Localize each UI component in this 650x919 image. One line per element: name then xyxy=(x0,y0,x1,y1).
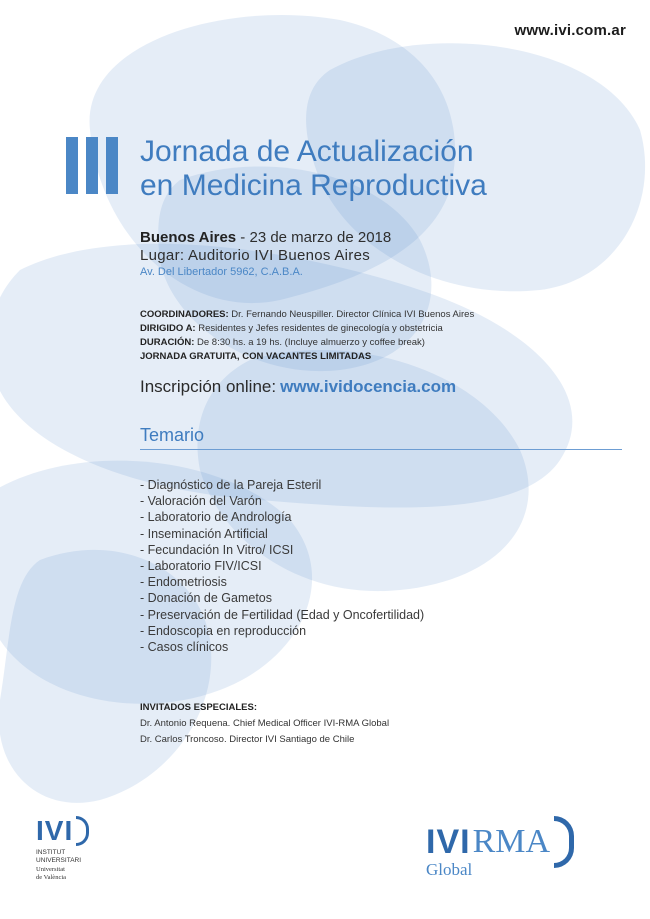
detail-label: JORNADA GRATUITA, CON VACANTES LIMITADAS xyxy=(140,351,372,362)
website-url[interactable]: www.ivi.com.ar xyxy=(514,22,626,39)
event-date: - 23 de marzo de 2018 xyxy=(236,229,392,246)
event-date-line xyxy=(140,229,391,246)
detail-duration xyxy=(140,337,425,348)
guest-item: Dr. Antonio Requena. Chief Medical Officer IVI-RMA Global xyxy=(140,718,390,729)
event-title xyxy=(140,135,487,203)
ivi-logo-text: IVI xyxy=(36,815,74,846)
logo-line: UNIVERSITARI xyxy=(36,856,82,864)
list-item: - Casos clínicos xyxy=(140,640,229,655)
list-item: - Preservación de Fertilidad (Edad y Oncofertilidad) xyxy=(140,607,425,622)
list-item: - Laboratorio de Andrología xyxy=(140,510,292,525)
list-item: - Donación de Gametos xyxy=(140,591,273,606)
numeral-bar xyxy=(66,137,78,194)
temario-list xyxy=(140,477,424,655)
temario-heading: Temario xyxy=(140,425,205,445)
detail-text: Dr. Fernando Neuspiller. Director Clínica IVI Buenos Aires xyxy=(228,309,475,320)
logo-line: de València xyxy=(36,873,67,881)
logo-subtitle xyxy=(36,849,89,864)
detail-text: Residentes y Jefes residentes de ginecología y obstetricia xyxy=(195,323,443,334)
ivirma-logo-global: Global xyxy=(426,860,473,879)
detail-text: De 8:30 hs. a 19 hs. (Incluye almuerzo y coffee break) xyxy=(194,337,425,348)
detail-free-notice xyxy=(140,351,371,362)
roman-numeral-three xyxy=(66,137,118,194)
list-item: - Endoscopia en reproducción xyxy=(140,623,307,638)
guest-item: Dr. Carlos Troncoso. Director IVI Santiago de Chile xyxy=(140,734,355,745)
ivi-logo-mark xyxy=(36,816,89,846)
event-address: Av. Del Libertador 5962, C.A.B.A. xyxy=(140,266,303,278)
logo-line: Universitat xyxy=(36,866,65,873)
guests-heading: INVITADOS ESPECIALES: xyxy=(140,702,258,713)
detail-label: DIRIGIDO A: xyxy=(140,323,196,334)
list-item: - Valoración del Varón xyxy=(140,494,262,509)
detail-label: COORDINADORES: xyxy=(140,309,229,320)
list-item: - Inseminación Artificial xyxy=(140,526,268,541)
parenthesis-icon xyxy=(76,816,89,846)
ivirma-global-logo xyxy=(426,820,574,880)
detail-coordinators xyxy=(140,309,474,320)
ivirma-logo-ivi: IVI xyxy=(426,822,471,861)
list-item: - Laboratorio FIV/ICSI xyxy=(140,559,262,574)
registration-label: Inscripción online: xyxy=(140,377,277,396)
numeral-bar xyxy=(86,137,98,194)
numeral-bar xyxy=(106,137,118,194)
logo-university xyxy=(36,866,89,881)
list-item: - Endometriosis xyxy=(140,575,227,590)
title-line-1: Jornada de Actualización xyxy=(140,135,474,168)
ivi-institut-logo xyxy=(36,816,89,881)
ivirma-logo-rma: RMA xyxy=(472,823,551,860)
registration-link[interactable]: www.ividocencia.com xyxy=(280,377,457,396)
event-venue: Lugar: Auditorio IVI Buenos Aires xyxy=(140,247,371,264)
list-item: - Fecundación In Vitro/ ICSI xyxy=(140,542,294,557)
event-city: Buenos Aires xyxy=(140,229,237,246)
detail-audience xyxy=(140,323,443,334)
detail-label: DURACIÓN: xyxy=(140,337,195,348)
temario-divider xyxy=(140,449,622,450)
title-line-2: en Medicina Reproductiva xyxy=(140,169,487,202)
list-item: - Diagnóstico de la Pareja Esteril xyxy=(140,478,322,492)
registration-line xyxy=(140,377,456,397)
logo-line: INSTITUT xyxy=(36,849,66,856)
ivirma-logo-mark xyxy=(426,820,574,864)
